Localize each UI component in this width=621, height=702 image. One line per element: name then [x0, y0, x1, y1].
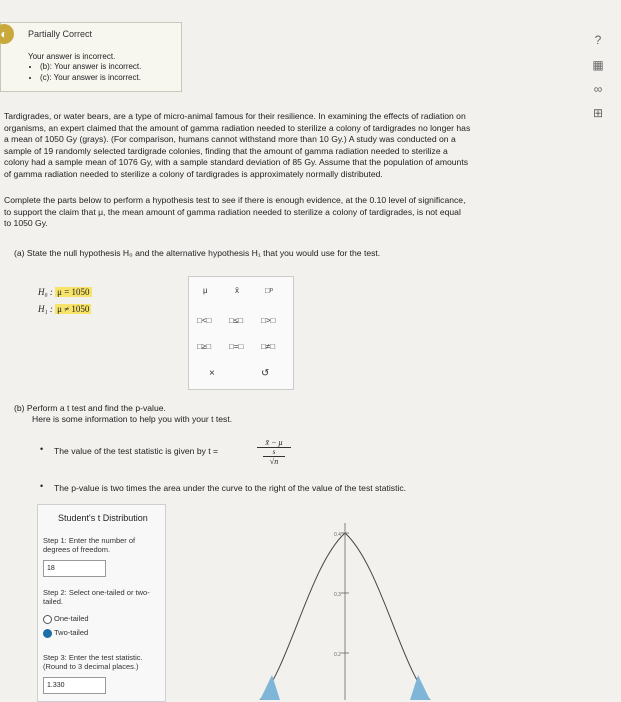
t-distribution-chart	[250, 505, 450, 700]
superscript-key[interactable]: □ᵖ	[265, 286, 273, 295]
partial-correct-icon: ◐	[0, 24, 14, 44]
h1-input[interactable]: μ ≠ 1050	[57, 304, 90, 314]
feedback-item: • (b): Your answer is incorrect.	[40, 61, 141, 72]
symbol-keypad	[188, 276, 294, 390]
part-a-prompt: (a) State the null hypothesis H₀ and the alternative hypothesis H₁ that you would use for the test.	[14, 248, 381, 258]
df-input[interactable]: 18	[43, 560, 106, 577]
t-distribution-panel	[37, 504, 166, 702]
part-b-prompt: (b) Perform a t test and find the p-value.	[14, 403, 166, 413]
problem-paragraph-2: Complete the parts below to perform a hypothesis test to see if there is enough evidence, at the 0.10 level of significance, to support the claim that μ, the mean amount of gamma radiation needed to sterilize a colony of tardigrades, is not equal to 1050 Gy.	[4, 195, 466, 229]
help-icon[interactable]: ?	[594, 33, 602, 47]
greater-equal-key[interactable]: □≥□	[197, 342, 212, 351]
xbar-key[interactable]: x̄	[235, 286, 239, 295]
two-tailed-radio[interactable]	[43, 629, 52, 638]
problem-paragraph-1: Tardigrades, or water bears, are a type of micro-animal famous for their resilience. In examining the effects of radiation on organisms, an expert claimed that the amount of gamma radiation needed to sterilize a colony of tardigrades no longer has a mean of 1050 Gy (grays). (For comparison, humans cannot withstand more than 10 Gy.) A study was conducted on a sample of 19 randomly selected tardigrade colonies, finding that the amount of gamma radiation needed to sterilize a colony had a sample mean of 1076 Gy, with a sample standard deviation of 85 Gy. Assume that the population of amounts of gamma radiation needed to sterilize a colony of tardigrades is approximately normally distributed.	[4, 111, 471, 179]
greater-than-key[interactable]: □>□	[261, 316, 276, 325]
one-tailed-radio[interactable]	[43, 615, 52, 624]
less-than-key[interactable]: □<□	[197, 316, 212, 325]
feedback-status: Partially Correct	[28, 29, 93, 39]
bullet-dot: •	[40, 444, 44, 454]
bullet-dot: •	[40, 481, 44, 491]
two-tailed-label: Two-tailed	[54, 628, 89, 637]
feedback-message: Your answer is incorrect.	[28, 52, 116, 61]
mu-key[interactable]: μ	[203, 286, 208, 295]
tick-label: 0.4	[334, 532, 341, 538]
feedback-item: • (c): Your answer is incorrect.	[40, 72, 141, 83]
clear-key[interactable]: ×	[209, 368, 215, 379]
h0-row: H₀ : μ = 1050	[38, 287, 90, 297]
tick-label: 0.2	[334, 652, 341, 658]
part-b-help: Here is some information to help you with your t test.	[32, 414, 233, 424]
bullet-test-stat: The value of the test statistic is given by t =	[54, 446, 219, 456]
step3-label: Step 3: Enter the test statistic. (Round to 3 decimal places.)	[43, 653, 143, 671]
h0-input[interactable]: μ = 1050	[57, 287, 90, 297]
test-stat-input[interactable]: 1.330	[43, 677, 106, 694]
not-equal-key[interactable]: □≠□	[261, 342, 276, 351]
step2-label: Step 2: Select one-tailed or two-tailed.	[43, 588, 150, 606]
less-equal-key[interactable]: □≤□	[229, 316, 244, 325]
table-icon[interactable]: ⊞	[592, 106, 604, 120]
right-tail-area	[410, 675, 430, 700]
feedback-list	[28, 61, 141, 83]
link-icon[interactable]: ∞	[593, 82, 603, 96]
left-tail-area	[260, 675, 280, 700]
step1-label: Step 1: Enter the number of degrees of freedom.	[43, 536, 136, 554]
one-tailed-label: One-tailed	[54, 614, 89, 623]
h1-row: H₁ : μ ≠ 1050	[38, 304, 90, 314]
equal-key[interactable]: □=□	[229, 342, 244, 351]
tick-label: 0.3	[334, 592, 341, 598]
undo-key[interactable]: ↺	[261, 368, 270, 379]
panel-title: Student's t Distribution	[58, 513, 148, 523]
bullet-p-value: The p-value is two times the area under the curve to the right of the value of the test statistic.	[54, 483, 407, 493]
t-formula: x̄ − μ s √n	[257, 438, 291, 466]
calculator-icon[interactable]: ▦	[592, 58, 604, 72]
